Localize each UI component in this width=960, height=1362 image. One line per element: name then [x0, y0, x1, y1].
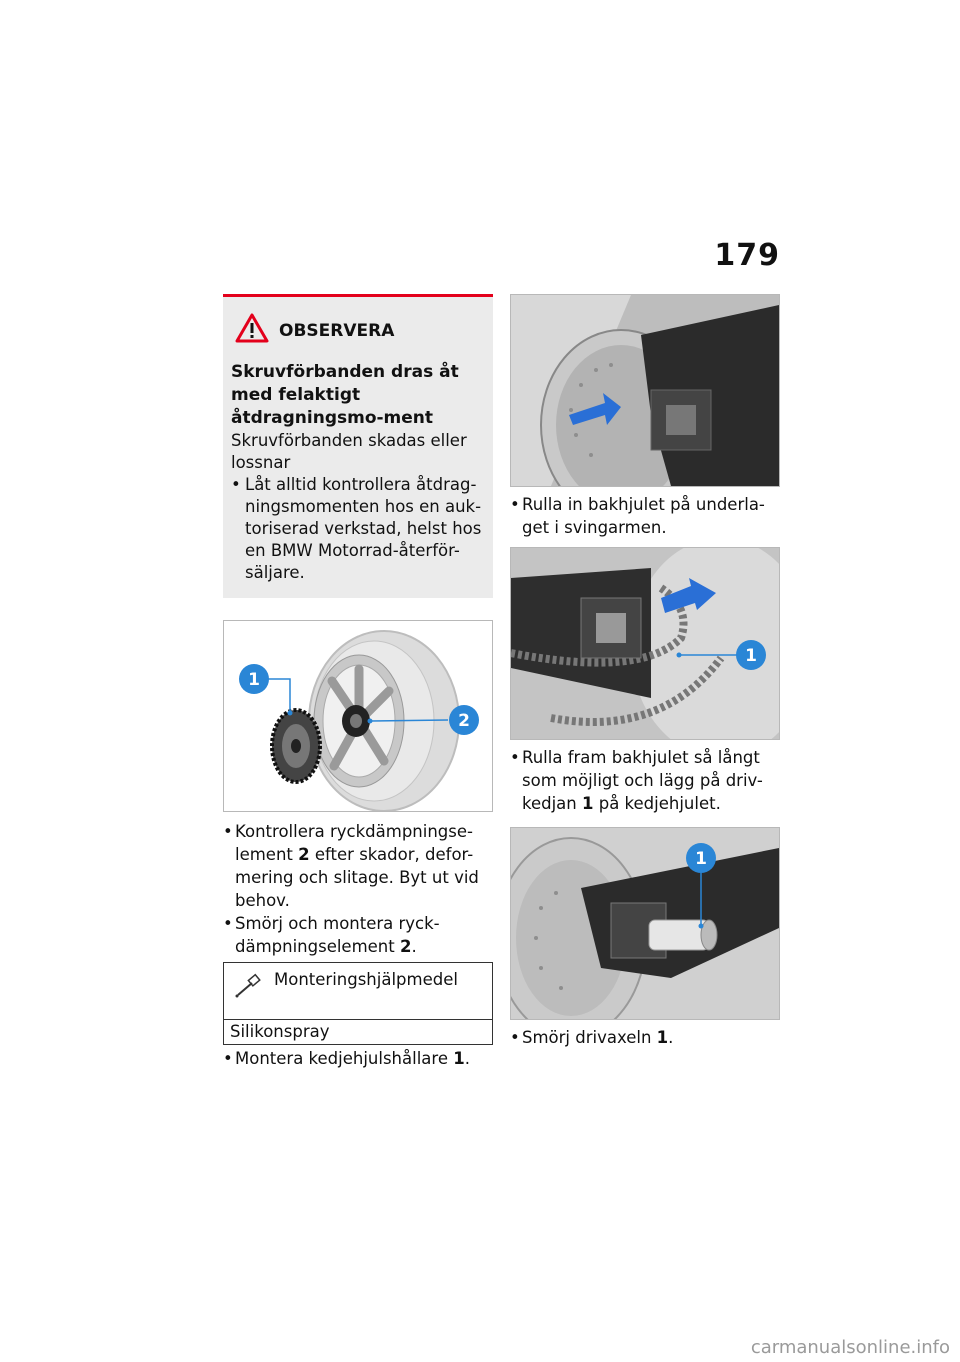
left-column: [223, 294, 493, 1070]
step-mount-sprocket-carrier: • Montera kedjehjulshållare 1.: [223, 1047, 493, 1070]
step-lubricate-damper: • Smörj och montera ryck-dämpningselement 2.: [223, 912, 493, 958]
warning-actions: [231, 474, 483, 584]
left-steps: [223, 820, 493, 958]
right-step1: [510, 493, 780, 539]
warning-consequence: Skruvförbanden skadas eller lossnar: [231, 431, 467, 472]
tool-box-title: Monteringshjälpmedel: [274, 970, 458, 989]
callout-chain-1: 1: [745, 646, 757, 666]
warning-triangle-icon: [235, 313, 269, 349]
figure-drive-chain: [510, 547, 780, 740]
step-place-chain: • Rulla fram bakhjulet så långt som möjligt och lägg på driv-kedjan 1 på kedjehjulet.: [510, 746, 780, 815]
callout-1: 1: [248, 670, 260, 690]
step-roll-in-wheel: • Rulla in bakhjulet på underla-get i svingarmen.: [510, 493, 780, 539]
right-column: [510, 294, 780, 1049]
figure-drive-axle: [510, 827, 780, 1020]
warning-action: • Låt alltid kontrollera åtdrag-ningsmomenten hos en auk-toriserad verkstad, helst hos en BMW Motorrad-återför-säljare.: [231, 474, 483, 584]
tool-box: [223, 962, 493, 1045]
figure-rear-wheel-swingarm: [510, 294, 780, 487]
figure-wheel-sprocket: [223, 620, 493, 812]
warning-box: [223, 294, 493, 598]
wrench-tool-icon: [234, 973, 264, 1003]
page-number: 179: [714, 238, 780, 273]
right-step3: [510, 1026, 780, 1049]
left-step3: [223, 1047, 493, 1070]
right-step2: [510, 746, 780, 815]
step-check-damper: • Kontrollera ryckdämpningse-lement 2 efter skador, defor-mering och slitage. Byt ut vid behov.: [223, 820, 493, 912]
callout-2: 2: [458, 711, 470, 731]
warning-title: OBSERVERA: [279, 321, 395, 341]
tool-box-header: [224, 963, 492, 1020]
footer-watermark: carmanualsonline.info: [750, 1337, 950, 1358]
warning-header: [235, 313, 483, 349]
callout-axle-1: 1: [695, 849, 707, 869]
step-lubricate-axle: • Smörj drivaxeln 1.: [510, 1026, 780, 1049]
tool-box-item: Silikonspray: [230, 1022, 330, 1041]
warning-heading: Skruvförbanden dras åt med felaktigt åtdragningsmo-ment: [231, 362, 459, 428]
